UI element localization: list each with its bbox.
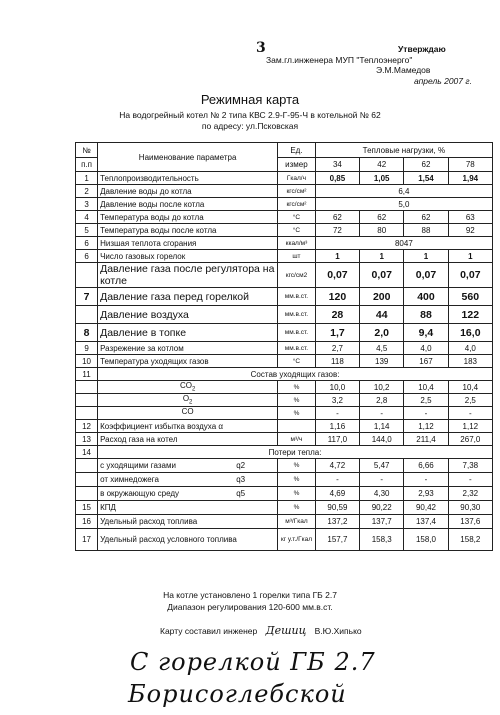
- row-value: 200: [360, 288, 404, 306]
- row-value-span: 6,4: [315, 185, 492, 198]
- row-unit: кгс/см²: [278, 185, 316, 198]
- table-row: [76, 288, 493, 306]
- row-value: 4,30: [360, 487, 404, 501]
- row-value: 63: [448, 211, 492, 224]
- row-value: 3,2: [315, 394, 359, 407]
- row-value: 10,0: [315, 381, 359, 394]
- header-loads: Тепловые нагрузки, %: [315, 143, 492, 158]
- row-value: 139: [360, 355, 404, 368]
- row-value: 92: [448, 224, 492, 237]
- row-unit: [278, 420, 316, 433]
- row-unit: мм.в.ст.: [278, 306, 316, 324]
- table-row: [76, 306, 493, 324]
- row-number: [76, 381, 98, 394]
- row-number: 17: [76, 529, 98, 551]
- row-value: 1: [448, 250, 492, 263]
- row-value: 122: [448, 306, 492, 324]
- header-no: №: [76, 143, 98, 158]
- row-number: 6: [76, 237, 98, 250]
- row-number: [76, 487, 98, 501]
- row-value: 10,4: [448, 381, 492, 394]
- row-value: 1,94: [448, 172, 492, 185]
- row-parameter: [98, 473, 278, 487]
- row-parameter: Число газовых горелок: [98, 250, 278, 263]
- table-row: [76, 529, 493, 551]
- row-value: 16,0: [448, 324, 492, 342]
- note-range: Диапазон регулирования 120-600 мм.в.ст.: [167, 602, 333, 612]
- row-value: 0,07: [315, 263, 359, 288]
- row-parameter: Температура воды после котла: [98, 224, 278, 237]
- row-number: 3: [76, 198, 98, 211]
- row-value: 1: [360, 250, 404, 263]
- row-parameter: Расход газа на котел: [98, 433, 278, 446]
- row-unit: %: [278, 407, 316, 420]
- table-row: [76, 342, 493, 355]
- row-number: [76, 263, 98, 288]
- table-row: [76, 407, 493, 420]
- gas-subscript: 2: [189, 399, 193, 406]
- row-value: 0,85: [315, 172, 359, 185]
- table-row: [76, 473, 493, 487]
- row-parameter: Удельный расход топлива: [98, 515, 278, 529]
- section-title: Потери тепла:: [98, 446, 493, 459]
- row-unit: °С: [278, 211, 316, 224]
- row-parameter: Температура уходящих газов: [98, 355, 278, 368]
- row-value: 167: [404, 355, 448, 368]
- row-value: 0,07: [360, 263, 404, 288]
- header-unit2: измер: [278, 158, 316, 172]
- row-value: 72: [315, 224, 359, 237]
- row-value: 118: [315, 355, 359, 368]
- row-unit: мм.в.ст.: [278, 342, 316, 355]
- row-unit: %: [278, 381, 316, 394]
- row-parameter: Давление газа перед горелкой: [98, 288, 278, 306]
- row-value: 144,0: [360, 433, 404, 446]
- row-number: [76, 306, 98, 324]
- row-number: [76, 459, 98, 473]
- row-value: 62: [360, 211, 404, 224]
- row-value: 2,32: [448, 487, 492, 501]
- approval-block: [266, 44, 486, 86]
- row-value: 158,0: [404, 529, 448, 551]
- section-title: Состав уходящих газов:: [98, 368, 493, 381]
- row-number: [76, 473, 98, 487]
- row-number: 5: [76, 224, 98, 237]
- row-value: 10,4: [404, 381, 448, 394]
- row-value: 10,2: [360, 381, 404, 394]
- row-value: 0,07: [404, 263, 448, 288]
- row-parameter: Коэффициент избытка воздуха α: [98, 420, 278, 433]
- row-parameter: [98, 487, 278, 501]
- row-value: 4,72: [315, 459, 359, 473]
- row-number: 14: [76, 446, 98, 459]
- row-parameter: [98, 407, 278, 420]
- approver-name: Э.М.Мамедов: [376, 65, 431, 75]
- row-unit: °С: [278, 355, 316, 368]
- loss-name: в окружающую среду: [100, 489, 180, 498]
- row-number: 6: [76, 250, 98, 263]
- row-value: 158,2: [448, 529, 492, 551]
- row-number: 11: [76, 368, 98, 381]
- row-unit: кгс/см2: [278, 263, 316, 288]
- row-unit: мм.в.ст.: [278, 288, 316, 306]
- header-col: 62: [404, 158, 448, 172]
- row-value: 1,54: [404, 172, 448, 185]
- row-value: -: [448, 407, 492, 420]
- handwritten-note-line1: С горелкой ГБ 2.7: [130, 648, 376, 676]
- row-value: 4,5: [360, 342, 404, 355]
- row-value: 2,5: [404, 394, 448, 407]
- loss-symbol: q3: [236, 475, 246, 484]
- page-mark: 3: [256, 40, 266, 56]
- row-parameter: КПД: [98, 501, 278, 515]
- header-pp: п.п: [76, 158, 98, 172]
- row-value: 120: [315, 288, 359, 306]
- row-number: 10: [76, 355, 98, 368]
- row-number: 16: [76, 515, 98, 529]
- row-number: 2: [76, 185, 98, 198]
- table-row: [76, 250, 493, 263]
- row-value: 2,8: [360, 394, 404, 407]
- row-value: 1,16: [315, 420, 359, 433]
- row-parameter: Низшая теплота сгорания: [98, 237, 278, 250]
- row-number: [76, 407, 98, 420]
- row-value: 211,4: [404, 433, 448, 446]
- row-value: 158,3: [360, 529, 404, 551]
- approval-date: апрель 2007 г.: [414, 75, 472, 86]
- row-value: 88: [404, 224, 448, 237]
- approver-position: Зам.гл.инженера МУП "Теплоэнерго": [266, 54, 413, 65]
- row-value: 137,4: [404, 515, 448, 529]
- row-value: 1,12: [448, 420, 492, 433]
- row-value-span: 5,0: [315, 198, 492, 211]
- row-value-span: 8047: [315, 237, 492, 250]
- table-row: [76, 263, 493, 288]
- row-value: 137,6: [448, 515, 492, 529]
- header-name: Наименование параметра: [98, 143, 278, 172]
- section-row: [76, 446, 493, 459]
- row-unit: %: [278, 473, 316, 487]
- row-unit: °С: [278, 224, 316, 237]
- row-value: 28: [315, 306, 359, 324]
- table-row: [76, 501, 493, 515]
- row-parameter: Давление воздуха: [98, 306, 278, 324]
- table-row: [76, 381, 493, 394]
- row-value: -: [360, 473, 404, 487]
- subtitle-address: по адресу: ул.Псковская: [201, 121, 299, 131]
- row-value: 90,22: [360, 501, 404, 515]
- row-parameter: Давление газа после регулятора на котле: [98, 263, 278, 288]
- table-row: [76, 172, 493, 185]
- row-number: 12: [76, 420, 98, 433]
- table-row: [76, 324, 493, 342]
- row-value: -: [360, 407, 404, 420]
- row-number: 15: [76, 501, 98, 515]
- section-row: [76, 368, 493, 381]
- row-value: 267,0: [448, 433, 492, 446]
- row-value: 0,07: [448, 263, 492, 288]
- compiler-signature: Дешиц: [265, 624, 307, 637]
- row-parameter: Теплопроизводительность: [98, 172, 278, 185]
- row-number: 13: [76, 433, 98, 446]
- row-unit: ккал/м³: [278, 237, 316, 250]
- compiler-line: [160, 624, 362, 637]
- row-value: 6,66: [404, 459, 448, 473]
- row-number: 1: [76, 172, 98, 185]
- row-parameter: Разрежение за котлом: [98, 342, 278, 355]
- header-col: 78: [448, 158, 492, 172]
- row-value: 90,59: [315, 501, 359, 515]
- subtitle-boiler: На водогрейный котел № 2 типа КВС 2.9-Г-95-Ч в котельной № 62: [119, 110, 381, 120]
- row-number: 9: [76, 342, 98, 355]
- row-unit: %: [278, 487, 316, 501]
- row-unit: %: [278, 459, 316, 473]
- table-row: [76, 433, 493, 446]
- row-parameter: [98, 459, 278, 473]
- row-value: 88: [404, 306, 448, 324]
- table-row: [76, 459, 493, 473]
- row-value: 400: [404, 288, 448, 306]
- row-value: 44: [360, 306, 404, 324]
- row-number: 4: [76, 211, 98, 224]
- row-unit: шт: [278, 250, 316, 263]
- table-row: [76, 198, 493, 211]
- row-value: 1,7: [315, 324, 359, 342]
- row-value: -: [404, 407, 448, 420]
- row-value: 137,2: [315, 515, 359, 529]
- row-value: 9,4: [404, 324, 448, 342]
- table-row: [76, 355, 493, 368]
- row-value: 1: [404, 250, 448, 263]
- approve-label: Утверждаю: [398, 44, 446, 54]
- row-unit: %: [278, 394, 316, 407]
- row-value: 137,7: [360, 515, 404, 529]
- row-unit: кг у.т./Гкал: [278, 529, 316, 551]
- table-row: [76, 185, 493, 198]
- row-value: 90,42: [404, 501, 448, 515]
- gas-subscript: 2: [191, 386, 196, 393]
- row-value: 2,5: [448, 394, 492, 407]
- table-row: [76, 515, 493, 529]
- table-row: [76, 211, 493, 224]
- row-value: 4,0: [448, 342, 492, 355]
- table-row: [76, 420, 493, 433]
- note-burner: На котле установлено 1 горелки типа ГБ 2.7: [163, 590, 337, 600]
- row-unit: %: [278, 501, 316, 515]
- loss-name: от химнедожега: [100, 475, 159, 484]
- compiler-name: В.Ю.Хипько: [314, 626, 362, 636]
- row-unit: м³/Гкал: [278, 515, 316, 529]
- row-value: 80: [360, 224, 404, 237]
- row-value: -: [315, 407, 359, 420]
- row-parameter: Давление воды до котла: [98, 185, 278, 198]
- header-col: 42: [360, 158, 404, 172]
- table-row: [76, 237, 493, 250]
- row-value: 62: [315, 211, 359, 224]
- row-value: -: [404, 473, 448, 487]
- page-title: Режимная карта: [200, 92, 300, 107]
- row-value: 2,0: [360, 324, 404, 342]
- compiler-label: Карту составил инженер: [160, 626, 258, 636]
- row-unit: м³/ч: [278, 433, 316, 446]
- header-col: 34: [315, 158, 359, 172]
- row-number: [76, 394, 98, 407]
- loss-name: с уходящими газами: [100, 461, 176, 470]
- row-parameter: Давление воды после котла: [98, 198, 278, 211]
- row-value: 4,0: [404, 342, 448, 355]
- gas-name: CO: [181, 407, 194, 417]
- handwritten-note-line2: Борисоглебской: [128, 680, 347, 708]
- row-parameter: [98, 381, 278, 394]
- row-number: 7: [76, 288, 98, 306]
- row-value: 2,93: [404, 487, 448, 501]
- mode-table: [75, 142, 493, 551]
- loss-symbol: q2: [236, 461, 246, 470]
- table-row: [76, 224, 493, 237]
- table-row: [76, 487, 493, 501]
- row-unit: мм.в.ст.: [278, 324, 316, 342]
- row-number: 8: [76, 324, 98, 342]
- row-value: 157,7: [315, 529, 359, 551]
- row-value: 1,14: [360, 420, 404, 433]
- row-value: 7,38: [448, 459, 492, 473]
- row-value: 183: [448, 355, 492, 368]
- row-value: 90,30: [448, 501, 492, 515]
- row-parameter: Давление в топке: [98, 324, 278, 342]
- gas-name: CO: [179, 381, 192, 391]
- row-value: 560: [448, 288, 492, 306]
- row-parameter: [98, 394, 278, 407]
- loss-symbol: q5: [236, 489, 246, 498]
- row-unit: Гкал/ч: [278, 172, 316, 185]
- row-value: 2,7: [315, 342, 359, 355]
- row-parameter: Удельный расход условного топлива: [98, 529, 278, 551]
- row-value: 62: [404, 211, 448, 224]
- row-value: 1,05: [360, 172, 404, 185]
- row-parameter: Температура воды до котла: [98, 211, 278, 224]
- row-unit: кгс/см²: [278, 198, 316, 211]
- row-value: 1,12: [404, 420, 448, 433]
- row-value: 1: [315, 250, 359, 263]
- header-unit1: Ед.: [278, 143, 316, 158]
- row-value: 5,47: [360, 459, 404, 473]
- row-value: 117,0: [315, 433, 359, 446]
- gas-name: O: [182, 394, 190, 404]
- row-value: 4,69: [315, 487, 359, 501]
- row-value: -: [448, 473, 492, 487]
- table-row: [76, 394, 493, 407]
- row-value: -: [315, 473, 359, 487]
